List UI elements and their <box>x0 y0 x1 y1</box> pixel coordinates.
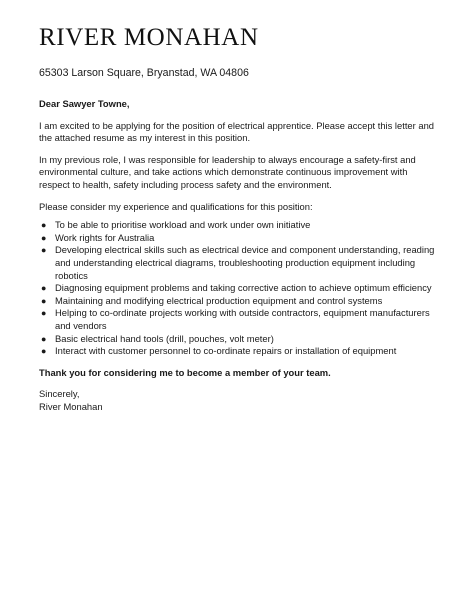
qualification-text: Interact with customer personnel to co-ordinate repairs or installation of equipment <box>55 345 397 357</box>
bullet-icon: ● <box>41 308 47 319</box>
list-item <box>39 219 439 232</box>
bullet-icon: ● <box>41 283 47 294</box>
bullet-icon: ● <box>41 220 47 231</box>
qualification-text: Work rights for Australia <box>55 231 155 243</box>
applicant-name: RIVER MONAHAN <box>39 24 259 51</box>
bullet-icon: ● <box>41 232 47 243</box>
list-item <box>39 232 439 245</box>
qualifications-intro: Please consider my experience and qualifications for this position: <box>39 200 313 212</box>
signature-name: River Monahan <box>39 400 103 412</box>
intro-paragraph: I am excited to be applying for the position of electrical apprentice. Please accept this letter and the attached resume as my interest in this position. <box>39 119 435 144</box>
list-item <box>39 333 439 346</box>
qualification-text: Basic electrical hand tools (drill, pouches, volt meter) <box>55 332 274 344</box>
list-item <box>39 345 439 358</box>
salutation: Dear Sawyer Towne, <box>39 98 130 109</box>
bullet-icon: ● <box>41 346 47 357</box>
list-item <box>39 307 439 332</box>
applicant-address: 65303 Larson Square, Bryanstad, WA 04806 <box>39 67 249 79</box>
qualification-text: Diagnosing equipment problems and taking corrective action to achieve optimum efficiency <box>55 282 432 294</box>
thank-you-line: Thank you for considering me to become a member of your team. <box>39 366 331 378</box>
qualifications-list <box>39 219 439 358</box>
experience-paragraph: In my previous role, I was responsible for leadership to always encourage a safety-first and environmental culture, and take actions which demonstrate continuous improvement with respect to health, safety including process safety and the environment. <box>39 153 416 190</box>
qualification-text: Maintaining and modifying electrical production equipment and control systems <box>55 294 383 306</box>
closing: Sincerely, <box>39 388 80 400</box>
qualification-text: Developing electrical skills such as electrical device and component understanding, reading and understanding electrical diagrams, troubleshooting production equipment including robotics <box>55 244 435 281</box>
cover-letter-page <box>39 24 439 413</box>
list-item <box>39 244 439 282</box>
list-item <box>39 295 439 308</box>
bullet-icon: ● <box>41 333 47 344</box>
bullet-icon: ● <box>41 295 47 306</box>
list-item <box>39 282 439 295</box>
bullet-icon: ● <box>41 245 47 256</box>
qualification-text: Helping to co-ordinate projects working with outside contractors, equipment manufacturers and vendors <box>55 307 430 331</box>
letter-body <box>39 98 439 413</box>
qualification-text: To be able to prioritise workload and work under own initiative <box>55 219 311 231</box>
